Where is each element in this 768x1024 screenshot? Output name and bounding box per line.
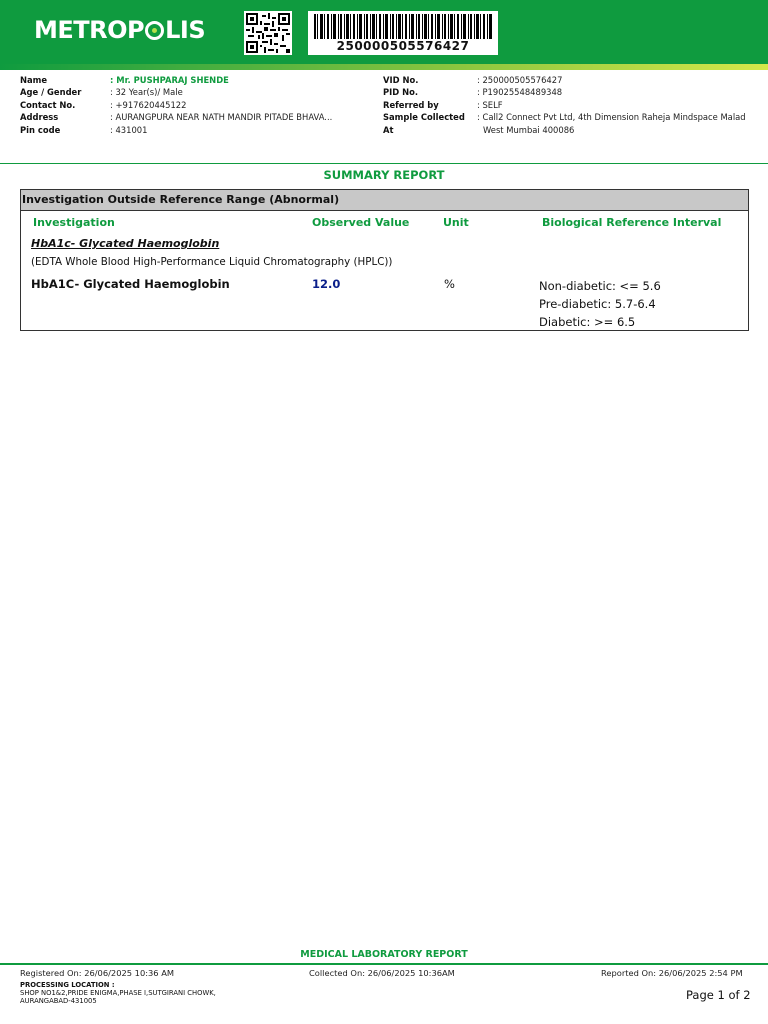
registered-on: Registered On: 26/06/2025 10:36 AM — [20, 968, 175, 978]
pid-label: PID No. — [383, 87, 419, 98]
qr-code-icon — [246, 13, 290, 53]
processing-address-line-1: SHOP NO1&2,PRIDE ENIGMA,PHASE I,SUTGIRANI CHOWK, — [20, 989, 216, 997]
footer-title: MEDICAL LABORATORY REPORT — [300, 949, 468, 960]
qr-code — [244, 11, 292, 55]
info-row-collected-at — [383, 111, 763, 136]
processing-location-address — [20, 989, 280, 1005]
info-row-age — [20, 86, 370, 98]
barcode — [308, 11, 498, 55]
collected-at-label: Sample Collected At — [383, 112, 465, 135]
collected-at-line-1: : Call2 Connect Pvt Ltd, 4th Dimension Raheja Mindspace Malad — [477, 112, 746, 123]
summary-report-title: SUMMARY REPORT — [323, 168, 445, 182]
contact-label: Contact No. — [20, 99, 76, 110]
pincode-value: : 431001 — [110, 124, 148, 135]
pid-value: : P19025548489348 — [477, 87, 563, 98]
address-label: Address — [20, 112, 59, 123]
col-reference-interval: Biological Reference Interval — [542, 216, 722, 229]
result-value: 12.0 — [312, 277, 341, 291]
logo-o-icon — [145, 21, 164, 40]
result-parameter: HbA1C- Glycated Haemoglobin — [31, 277, 230, 291]
barcode-icon — [314, 14, 492, 39]
collected-at-value — [477, 111, 746, 136]
barcode-number: 250000505576427 — [336, 39, 470, 53]
patient-info-left — [20, 74, 370, 136]
result-reference — [539, 277, 661, 331]
processing-location-label: PROCESSING LOCATION : — [20, 981, 115, 989]
contact-value: : +917620445122 — [110, 99, 187, 110]
processing-address-line-2: AURANGABAD-431005 — [20, 997, 97, 1005]
vid-value: : 250000505576427 — [477, 75, 563, 85]
collected-on: Collected On: 26/06/2025 10:36AM — [309, 968, 455, 978]
name-label: Name — [20, 75, 48, 85]
reference-line: Diabetic: >= 6.5 — [539, 315, 636, 329]
address-value: : AURANGPURA NEAR NATH MANDIR PITADE BHAVA... — [110, 112, 333, 123]
reference-line: Non-diabetic: <= 5.6 — [539, 279, 661, 293]
header-stripe — [0, 64, 768, 70]
vid-label: VID No. — [383, 75, 419, 85]
pincode-label: Pin code — [20, 124, 61, 135]
result-unit: % — [444, 277, 455, 291]
referred-value: : SELF — [477, 99, 503, 110]
reference-line: Pre-diabetic: 5.7-6.4 — [539, 297, 656, 311]
test-group-title: HbA1c- Glycated Haemoglobin — [31, 237, 220, 250]
info-row-pid — [383, 86, 763, 98]
footer-divider — [0, 963, 768, 965]
name-value: : Mr. PUSHPARAJ SHENDE — [110, 75, 229, 85]
header-divider — [0, 163, 768, 164]
col-unit: Unit — [443, 216, 469, 229]
metropolis-logo: METROP LIS — [34, 16, 206, 44]
abnormal-results-table — [20, 189, 749, 331]
info-row-pincode — [20, 124, 370, 136]
page-number: Page 1 of 2 — [686, 988, 751, 1002]
info-row-referred — [383, 99, 763, 111]
section-header: Investigation Outside Reference Range (Abnormal) — [21, 190, 748, 211]
reported-on: Reported On: 26/06/2025 2:54 PM — [601, 968, 743, 978]
age-gender-label: Age / Gender — [20, 87, 82, 98]
info-row-address — [20, 111, 370, 123]
age-gender-value: : 32 Year(s)/ Male — [110, 87, 183, 98]
col-investigation: Investigation — [33, 216, 115, 229]
test-method: (EDTA Whole Blood High-Performance Liquid Chromatography (HPLC)) — [31, 256, 393, 268]
collected-at-line-2: West Mumbai 400086 — [483, 124, 575, 135]
info-row-vid — [383, 74, 763, 86]
col-observed-value: Observed Value — [312, 216, 410, 229]
info-row-contact — [20, 99, 370, 111]
patient-info-right — [383, 74, 763, 136]
info-row-name — [20, 74, 370, 86]
referred-label: Referred by — [383, 99, 439, 110]
